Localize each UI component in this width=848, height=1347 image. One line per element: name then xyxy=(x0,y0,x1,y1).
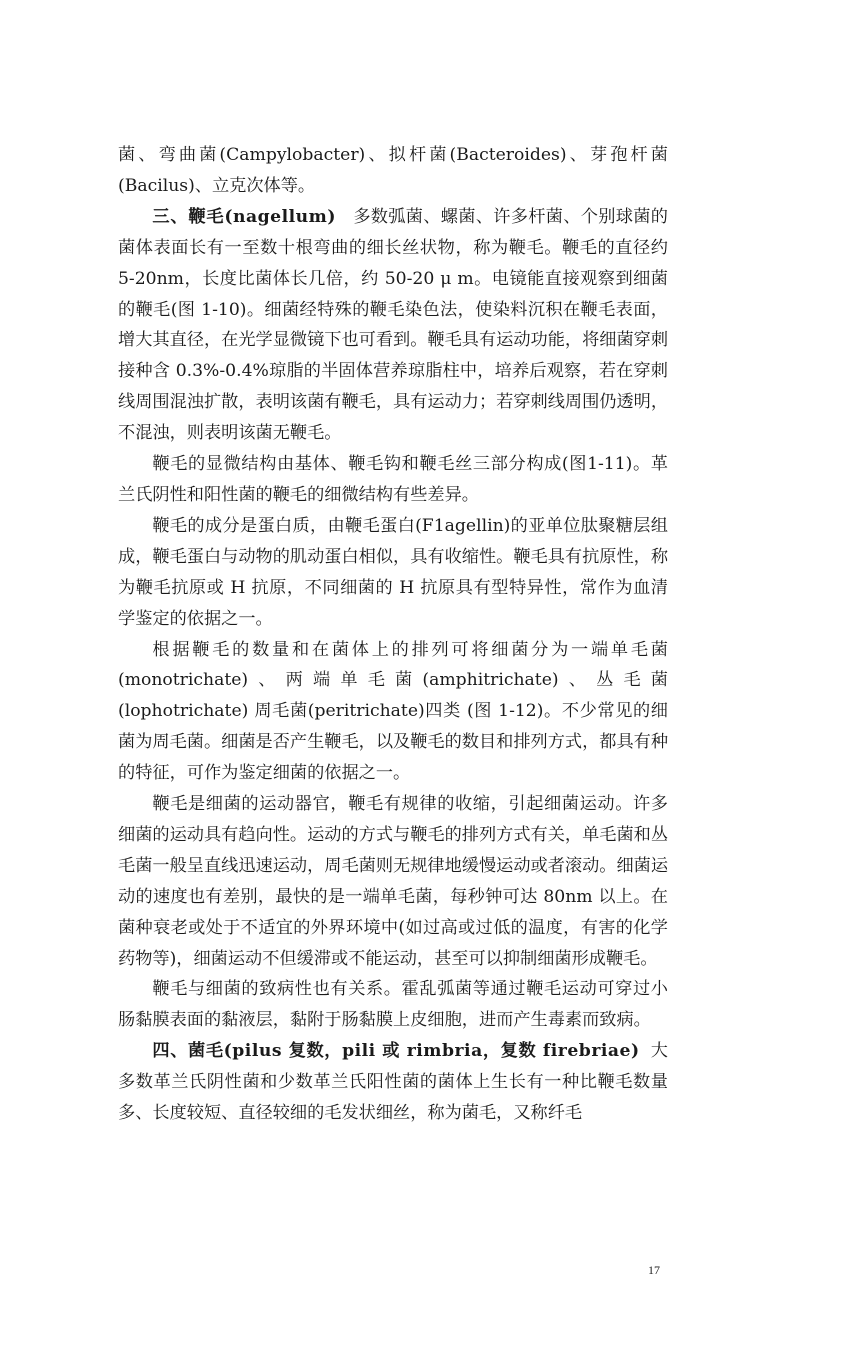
paragraph-flagellum-arrangement: 根据鞭毛的数量和在菌体上的排列可将细菌分为一端单毛菌(monotrichate)、两端单毛菌(amphitrichate)、丛毛菌(lophotrichate) 周毛菌(peritrichate)四类 (图 1-12)。不少常见的细菌为周毛菌。细菌是否产生鞭毛，以及鞭毛的数目和排列方式，都具有种的特征，可作为鉴定细菌的依据之一。 xyxy=(118,639,669,784)
paragraph-pilus-intro xyxy=(118,1036,668,1129)
page-number: 17 xyxy=(648,1263,660,1277)
pilus-intro-text: 大多数革兰氏阴性菌和少数革兰氏阳性菌的菌体上生长有一种比鞭毛数量多、长度较短、直径较细的毛发状细丝，称为菌毛，又称纤毛 xyxy=(118,1041,668,1124)
paragraph-flagellum-pathogenicity: 鞭毛与细菌的致病性也有关系。霍乱弧菌等通过鞭毛运动可穿过小肠黏膜表面的黏液层，黏附于肠黏膜上皮细胞，进而产生毒素而致病。 xyxy=(118,979,668,1031)
page-body xyxy=(118,140,668,1129)
paragraph-flagellum-structure: 鞭毛的显微结构由基体、鞭毛钩和鞭毛丝三部分构成(图1-11)。革兰氏阴性和阳性菌的鞭毛的细微结构有些差异。 xyxy=(118,454,668,505)
flagellum-intro-text: 多数弧菌、螺菌、许多杆菌、个别球菌的菌体表面长有一至数十根弯曲的细长丝状物，称为鞭毛。鞭毛的直径约 5-20nm，长度比菌体长几倍，约 50-20 μ m。电镜能直接观察到细菌的鞭毛(图 1-10)。细菌经特殊的鞭毛染色法，使染料沉积在鞭毛表面，增大其直径，在光学显微镜下也可看到。鞭毛具有运动功能，将细菌穿刺接种含 0.3%-0.4%琼脂的半固体营养琼脂柱中，培养后观察，若在穿刺线周围混浊扩散，表明该菌有鞭毛，具有运动力；若穿刺线周围仍透明，不混浊，则表明该菌无鞭毛。 xyxy=(118,206,669,444)
section-heading-flagellum: 三、鞭毛(nagellum) xyxy=(152,206,336,227)
paragraph-flagellum-intro xyxy=(118,202,668,449)
paragraph-flagellum-motility: 鞭毛是细菌的运动器官，鞭毛有规律的收缩，引起细菌运动。许多细菌的运动具有趋向性。运动的方式与鞭毛的排列方式有关，单毛菌和丛毛菌一般呈直线迅速运动，周毛菌则无规律地缓慢运动或者滚动。细菌运动的速度也有差别，最快的是一端单毛菌，每秒钟可达 80nm 以上。在菌种衰老或处于不适宜的外界环境中(如过高或过低的温度，有害的化学药物等)，细菌运动不但缓滞或不能运动，甚至可以抑制细菌形成鞭毛。 xyxy=(118,794,669,969)
paragraph-bacteria-list: 菌、弯曲菌(Campylobacter)、拟杆菌(Bacteroides)、芽孢杆菌(Bacilus)、立克次体等。 xyxy=(118,145,668,196)
section-heading-pilus: 四、菌毛(pilus 复数，pili 或 rimbria，复数 firebriae) xyxy=(152,1041,640,1062)
paragraph-flagellum-composition: 鞭毛的成分是蛋白质，由鞭毛蛋白(F1agellin)的亚单位肽聚糖层组成，鞭毛蛋白与动物的肌动蛋白相似，具有收缩性。鞭毛具有抗原性，称为鞭毛抗原或 H 抗原，不同细菌的 H 抗原具有型特异性，常作为血清学鉴定的依据之一。 xyxy=(118,515,669,629)
